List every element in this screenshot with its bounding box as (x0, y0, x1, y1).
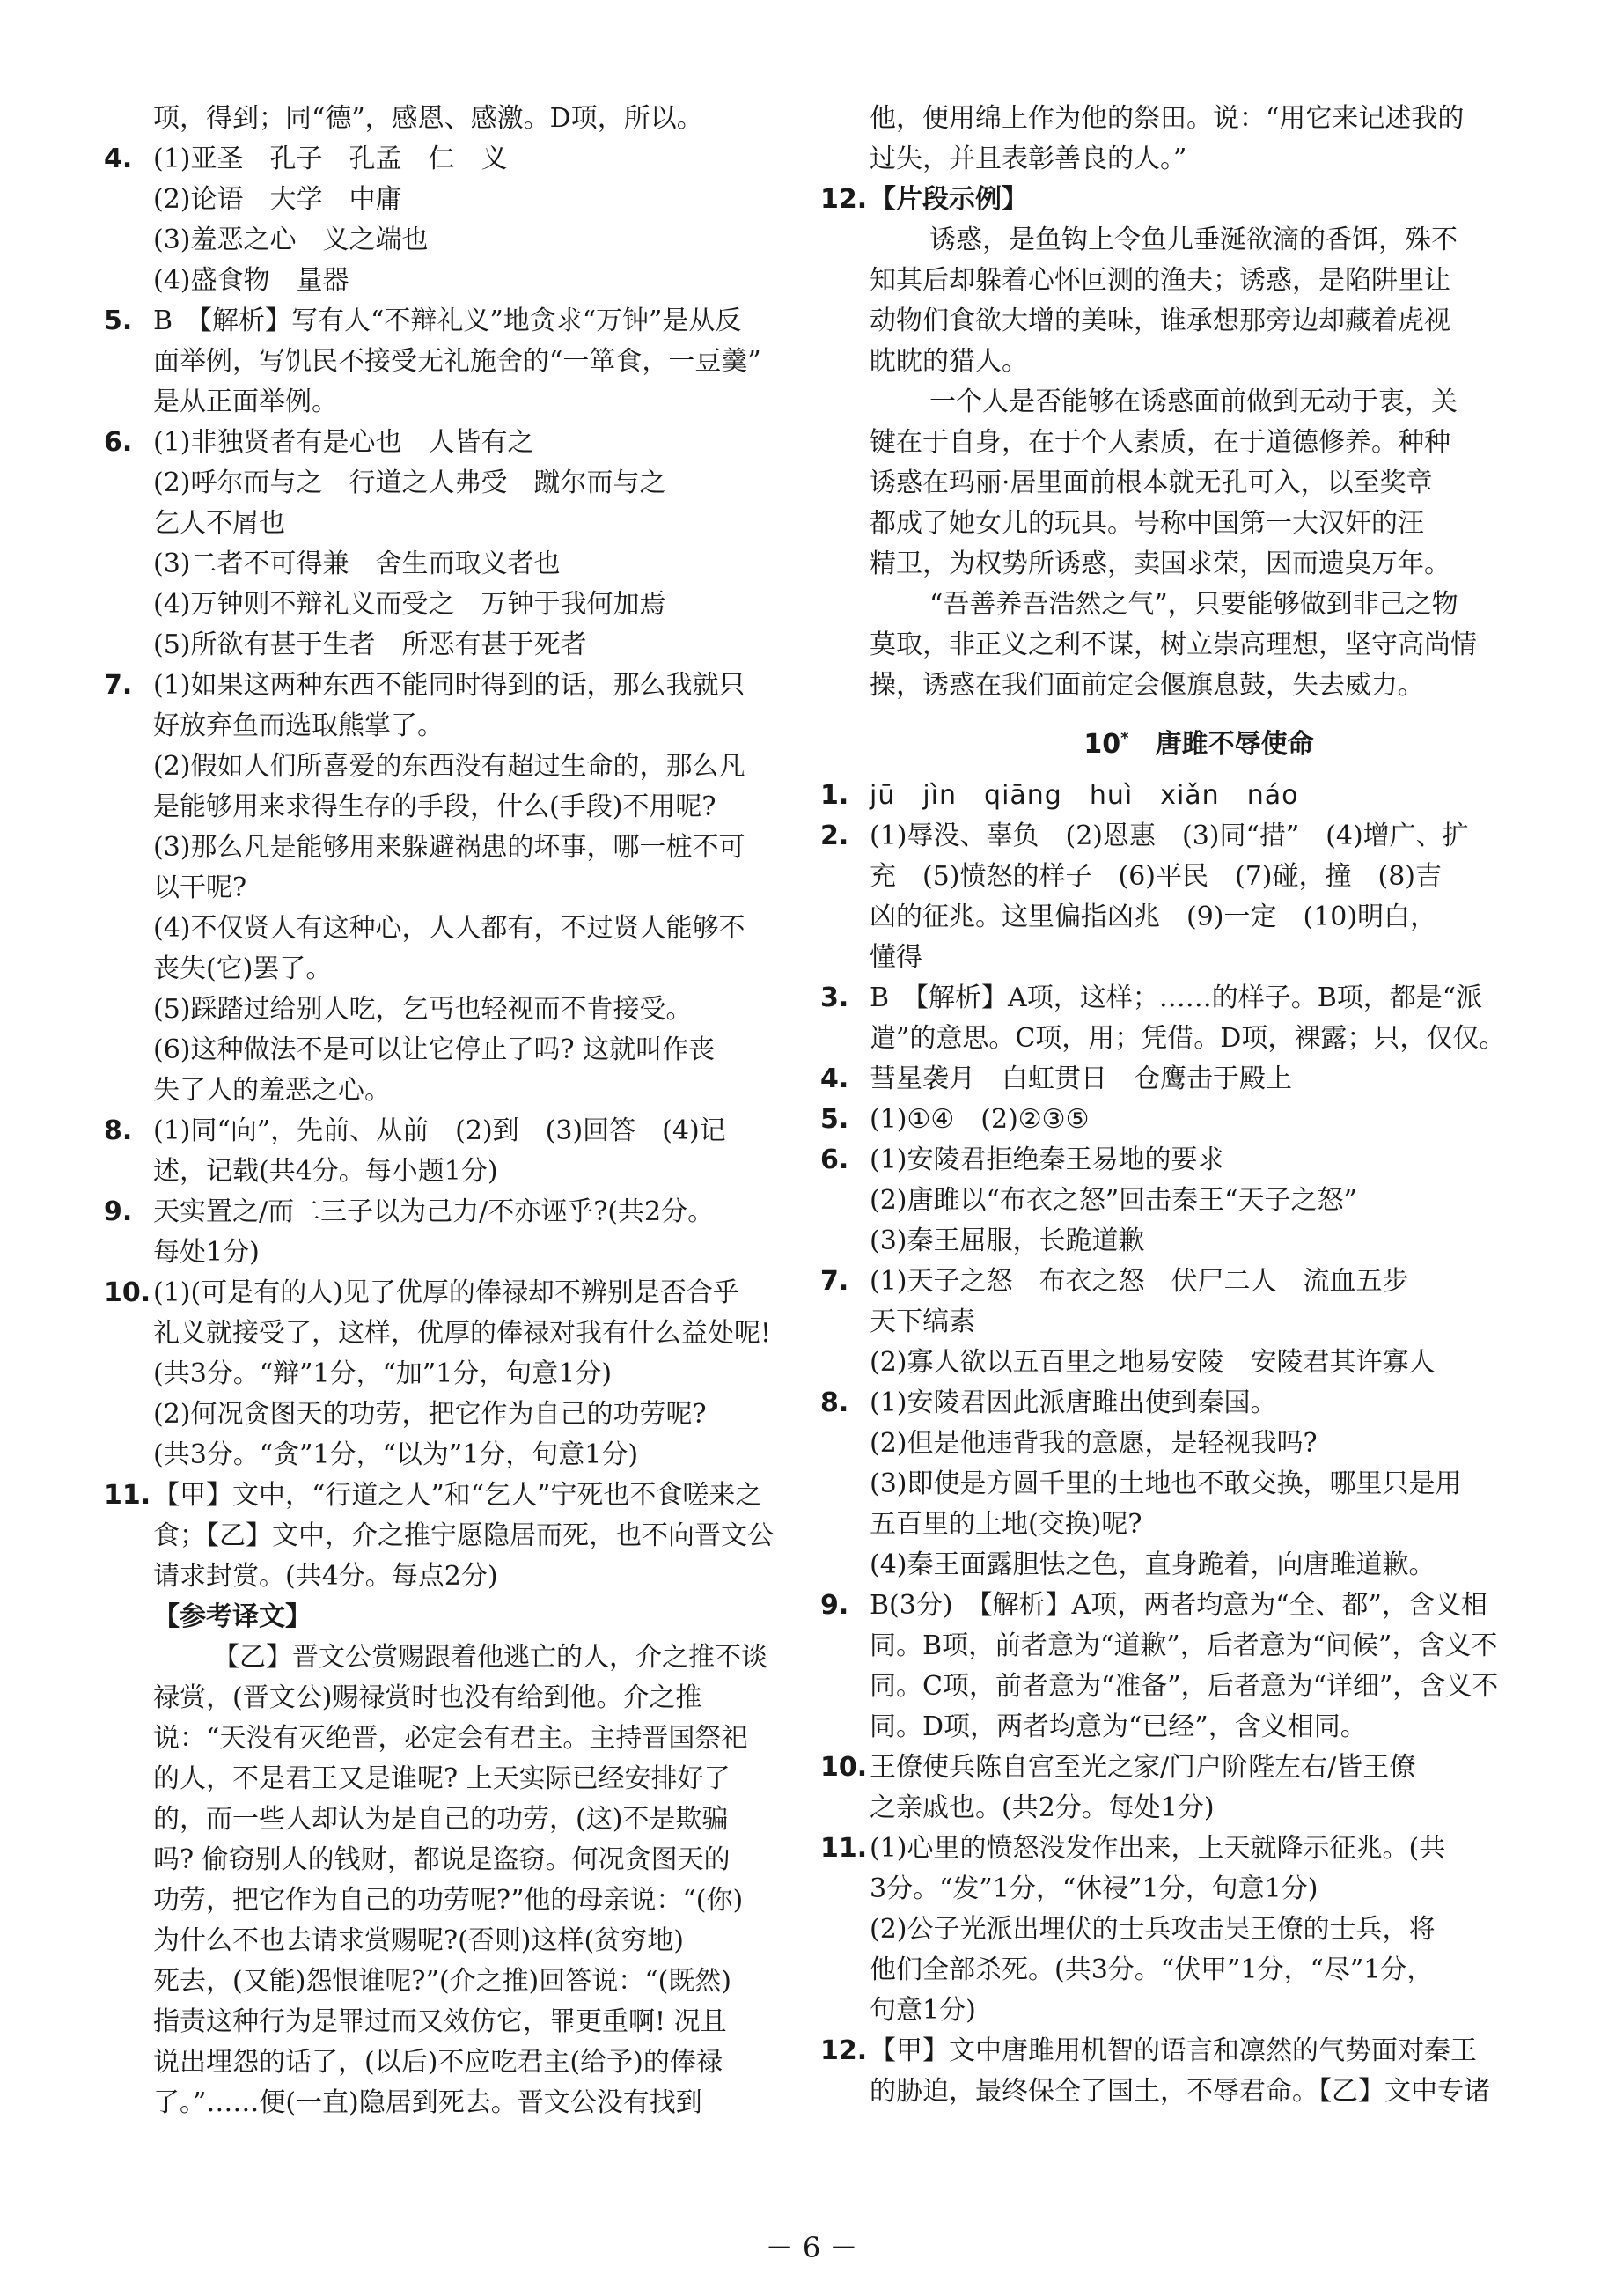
answer-text: jū jìn qiāng huì xiǎn náo (870, 780, 1299, 811)
answer-text: 遣”的意思。C项，用；凭借。D项，裸露；只，仅仅。 (870, 1023, 1506, 1054)
answer-text: (2)但是他违背我的意愿，是轻视我吗? (870, 1428, 1318, 1459)
answer-line (104, 990, 861, 1030)
question-number: 12. (820, 184, 868, 215)
answer-line (820, 1464, 1577, 1505)
answer-text: 以干呢? (153, 872, 247, 903)
answer-text: 凶的征兆。这里偏指凶兆 (9)一定 (10)明白， (870, 901, 1437, 932)
answer-text: (3)二者不可得兼 舍生而取义者也 (153, 548, 561, 579)
answer-line (820, 1626, 1577, 1667)
translation-line: 精卫，为权势所诱惑，卖国求荣，因而遗臭万年。 (870, 548, 1450, 579)
answer-line (820, 816, 1577, 857)
section-number: 10 (1083, 729, 1121, 760)
answer-text: (4)盛食物 量器 (153, 265, 349, 296)
answer-line (104, 1354, 861, 1395)
answer-text: (2)假如人们所喜爱的东西没有超过生命的，那么凡 (153, 751, 745, 782)
translation-line: 死去，(又能)怨恨谁呢?”(介之推)回答说：“(既然) (153, 1966, 731, 1997)
answer-line (820, 1869, 1577, 1910)
answer-text: (1)同“向”，先前、从前 (2)到 (3)回答 (4)记 (153, 1115, 726, 1146)
answer-text: B 【解析】写有人“不辩礼义”地贪求“万钟”是从反 (153, 305, 742, 336)
answer-text: (4)万钟则不辩礼义而受之 万钟于我何加焉 (153, 589, 666, 620)
left-column (104, 99, 861, 2123)
answer-text: 充 (5)愤怒的样子 (6)平民 (7)碰，撞 (8)吉 (870, 861, 1442, 892)
translation-line: 诱惑在玛丽·居里面前根本就无孔可入，以至奖章 (870, 467, 1433, 498)
answer-line (104, 949, 861, 990)
answer-text: B 【解析】A项，这样；……的样子。B项，都是“派 (870, 982, 1483, 1013)
answer-line (820, 1424, 1577, 1464)
answer-text: (2)何况贪图天的功劳，把它作为自己的功劳呢? (153, 1399, 707, 1430)
question-number: 9. (104, 1196, 133, 1227)
answer-text: (5)踩踏过给别人吃，乞丐也轻视而不肯接受。 (153, 994, 693, 1025)
answer-text: (3)那么凡是能够用来躲避祸患的坏事，哪一桩不可 (153, 832, 745, 863)
answer-text: 请求封赏。(共4分。每点2分) (153, 1561, 498, 1592)
question-number: 8. (820, 1387, 849, 1418)
answer-line (820, 1100, 1577, 1140)
answer-text: 五百里的土地(交换)呢? (870, 1509, 1142, 1540)
answer-text: (1)心里的愤怒没发作出来，上天就降示征兆。(共 (870, 1833, 1446, 1864)
answer-line (104, 342, 861, 382)
answer-text: 失了人的羞恶之心。 (153, 1075, 391, 1106)
answer-line (820, 857, 1577, 897)
answer-text: 项，得到；同“德”，感恩、感激。D项，所以。 (153, 103, 703, 134)
answer-line (104, 828, 861, 868)
right-column (820, 99, 1577, 2112)
answer-line (104, 139, 861, 180)
answer-line (820, 2072, 1577, 2112)
answer-line (820, 1788, 1577, 1829)
answer-text: 每处1分) (153, 1237, 260, 1268)
translation-line: 莫取，非正义之利不谋，树立崇高理想，坚守高尚情 (870, 629, 1477, 660)
answer-line (104, 1314, 861, 1354)
answer-text: 彗星袭月 白虹贯日 仓鹰击于殿上 (870, 1063, 1292, 1094)
translation-line: 知其后却躲着心怀叵测的渔夫；诱惑，是陷阱里让 (870, 265, 1450, 296)
answer-text: 述，记载(共4分。每小题1分) (153, 1156, 498, 1187)
answer-line (820, 1667, 1577, 1707)
answer-line (820, 978, 1577, 1019)
answer-text: 的胁迫，最终保全了国土，不辱君命。【乙】文中专诸 (870, 2076, 1490, 2107)
answer-line (820, 1181, 1577, 1221)
answer-line (104, 504, 861, 544)
translation-line: 操，诱惑在我们面前定会偃旗息鼓，失去威力。 (870, 670, 1424, 701)
answer-text: 天下缟素 (870, 1306, 975, 1337)
answer-line (104, 1475, 861, 1516)
answer-line (104, 301, 861, 342)
answer-text: (1)如果这两种东西不能同时得到的话，那么我就只 (153, 670, 745, 701)
translation-line: 说：“天没有灭绝晋，必定会有君主。主持晋国祭祀 (153, 1723, 748, 1754)
answer-text: 【甲】文中唐雎用机智的语言和凛然的气势面对秦王 (870, 2035, 1477, 2066)
answer-text: 懂得 (870, 942, 922, 973)
answer-line (104, 1030, 861, 1071)
question-number: 1. (820, 780, 849, 811)
answer-text: (5)所欲有甚于生者 所恶有甚于死者 (153, 629, 587, 660)
section-name: 唐雎不辱使命 (1155, 729, 1314, 760)
answer-line (104, 382, 861, 423)
answer-line (820, 1707, 1577, 1748)
answer-line (104, 99, 861, 139)
answer-line (104, 1111, 861, 1152)
translation-line: 的人，不是君王又是谁呢? 上天实际已经安排好了 (153, 1763, 731, 1794)
question-number: 12. (820, 2035, 868, 2066)
question-number: 3. (820, 982, 849, 1013)
question-number: 6. (104, 427, 133, 458)
answer-line (820, 1343, 1577, 1383)
question-number: 2. (820, 821, 849, 851)
answer-line (820, 1221, 1577, 1262)
answer-line (820, 1748, 1577, 1788)
question-number: 10. (820, 1752, 868, 1783)
section-title (820, 718, 1577, 765)
answer-line (104, 585, 861, 625)
answer-line (820, 1262, 1577, 1302)
answer-line (104, 909, 861, 949)
answer-line (820, 1910, 1577, 1950)
translation-line: 诱惑，是鱼钩上令鱼儿垂涎欲滴的香饵，殊不 (929, 224, 1458, 255)
answer-text: (1)亚圣 孔子 孔孟 仁 义 (153, 144, 508, 174)
answer-text: (4)不仅贤人有这种心，人人都有，不过贤人能够不 (153, 913, 745, 944)
answer-text: 面举例，写饥民不接受无礼施舍的“一箪食，一豆羹” (153, 346, 761, 377)
answer-line (820, 1140, 1577, 1181)
answer-line (104, 544, 861, 585)
answer-text: (3)秦王屈服，长跪道歉 (870, 1225, 1145, 1256)
answer-line (820, 1991, 1577, 2031)
answer-line (104, 463, 861, 504)
answer-line (820, 776, 1577, 816)
answer-text: 礼义就接受了，这样，优厚的俸禄对我有什么益处呢! (153, 1318, 772, 1349)
answer-line (104, 625, 861, 666)
question-number: 9. (820, 1590, 849, 1621)
section-mark: * (1120, 729, 1129, 747)
answer-text: 句意1分) (870, 1995, 976, 2026)
translation-line: 过失，并且表彰善良的人。” (870, 144, 1187, 174)
answer-text: 王僚使兵陈自宫至光之家/门户阶陛左右/皆王僚 (870, 1752, 1416, 1783)
answer-line (104, 1192, 861, 1233)
answer-text: 【甲】文中，“行道之人”和“乞人”宁死也不食嗟来之 (153, 1480, 762, 1511)
answer-text: 好放弃鱼而选取熊掌了。 (153, 710, 444, 741)
answer-line (104, 220, 861, 261)
translation-line: “吾善养吾浩然之气”，只要能够做到非己之物 (929, 589, 1458, 620)
answer-line (820, 180, 1577, 220)
answer-text: (1)辱没、辜负 (2)恩惠 (3)同“措” (4)增广、扩 (870, 821, 1469, 851)
answer-line (820, 1059, 1577, 1100)
answer-text: 是能够用来求得生存的手段，什么(手段)不用呢? (153, 791, 716, 822)
answer-text: (3)即使是方圆千里的土地也不敢交换，哪里只是用 (870, 1468, 1462, 1499)
answer-text: (3)羞恶之心 义之端也 (153, 224, 429, 255)
answer-text: 他们全部杀死。(共3分。“伏甲”1分，“尽”1分， (870, 1954, 1434, 1985)
translation-line: 键在于自身，在于个人素质，在于道德修养。种种 (870, 427, 1450, 458)
question-number: 11. (820, 1833, 868, 1864)
translation-line: 的，而一些人却认为是自己的功劳，(这)不是欺骗 (153, 1804, 729, 1835)
answer-text: (2)呼尔而与之 行道之人弗受 蹴尔而与之 (153, 467, 666, 498)
question-number: 11. (104, 1480, 151, 1511)
translation-line: 禄赏，(晋文公)赐禄赏时也没有给到他。介之推 (153, 1682, 702, 1713)
answer-text: (2)寡人欲以五百里之地易安陵 安陵君其许寡人 (870, 1347, 1436, 1378)
answer-line (820, 1505, 1577, 1545)
answer-text: (1)安陵君因此派唐雎出使到秦国。 (870, 1387, 1277, 1418)
answer-line (104, 1556, 861, 1597)
translation-line: 为什么不也去请求赏赐呢?(否则)这样(贫穷地) (153, 1925, 684, 1956)
answer-line (104, 1516, 861, 1556)
translation-line: 吗? 偷窃别人的钱财，都说是盗窃。何况贪图天的 (153, 1844, 731, 1875)
answer-line (820, 1383, 1577, 1424)
answer-line (820, 1019, 1577, 1059)
question-number: 4. (820, 1063, 849, 1094)
page-number: － 6 － (765, 2231, 858, 2264)
answer-text: (共3分。“贪”1分，“以为”1分，句意1分) (153, 1439, 639, 1470)
answer-text: B(3分) 【解析】A项，两者均意为“全、都”，含义相 (870, 1590, 1487, 1621)
answer-line (104, 180, 861, 220)
question-number: 5. (820, 1104, 849, 1135)
answer-text: 丧失(它)罢了。 (153, 953, 333, 984)
answer-line (820, 938, 1577, 978)
question-number: 4. (104, 144, 133, 174)
answer-text: (1)天子之怒 布衣之怒 伏尸二人 流血五步 (870, 1266, 1409, 1297)
answer-line (104, 666, 861, 706)
answer-text: 食；【乙】文中，介之推宁愿隐居而死，也不向晋文公 (153, 1520, 774, 1551)
translation-line: 【乙】晋文公赏赐跟着他逃亡的人，介之推不谈 (213, 1642, 767, 1673)
translation-line: 都成了她女儿的玩具。号称中国第一大汉奸的汪 (870, 508, 1424, 539)
answer-line (104, 787, 861, 828)
answer-text: 同。C项，前者意为“准备”，后者意为“详细”，含义不 (870, 1671, 1499, 1702)
answer-line (820, 1829, 1577, 1869)
answer-line (104, 868, 861, 909)
translation-line: 指责这种行为是罪过而又效仿它，罪更重啊! 况且 (153, 2006, 727, 2037)
answer-line (104, 1233, 861, 1273)
answer-text: (1)非独贤者有是心也 人皆有之 (153, 427, 534, 458)
answer-text: 天实置之/而二三子以为己力/不亦诬乎?(共2分。 (153, 1196, 715, 1227)
answer-text: (2)唐雎以“布衣之怒”回击秦王“天子之怒” (870, 1185, 1357, 1216)
answer-line (104, 1152, 861, 1192)
answer-text: 乞人不屑也 (153, 508, 285, 539)
answer-text: 同。B项，前者意为“道歉”，后者意为“问候”，含义不 (870, 1630, 1498, 1661)
answer-line (820, 1302, 1577, 1343)
translation-line: 动物们食欲大增的美味，谁承想那旁边却藏着虎视 (870, 305, 1450, 336)
answer-text: (1)①④ (2)②③⑤ (870, 1104, 1090, 1135)
question-number: 5. (104, 305, 133, 336)
answer-text: 3分。“发”1分，“休祲”1分，句意1分) (870, 1873, 1318, 1904)
answer-text: 同。D项，两者均意为“已经”，含义相同。 (870, 1711, 1367, 1742)
answer-line (104, 1435, 861, 1475)
translation-line: 眈眈的猎人。 (870, 346, 1028, 377)
answer-line (104, 261, 861, 301)
answer-line (820, 2031, 1577, 2072)
answer-text: (4)秦王面露胆怯之色，直身跪着，向唐雎道歉。 (870, 1549, 1436, 1580)
answer-line (820, 897, 1577, 938)
answer-line (820, 1586, 1577, 1626)
answer-line (820, 1545, 1577, 1586)
example-heading: 【片段示例】 (870, 184, 1028, 215)
translation-line: 说出埋怨的话了，(以后)不应吃君主(给予)的俸禄 (153, 2047, 723, 2078)
translation-line: 了。”……便(一直)隐居到死去。晋文公没有找到 (153, 2087, 702, 2118)
answer-text: (1)(可是有的人)见了优厚的俸禄却不辨别是否合乎 (153, 1277, 739, 1308)
answer-text: 之亲戚也。(共2分。每处1分) (870, 1792, 1215, 1823)
answer-text: (1)安陵君拒绝秦王易地的要求 (870, 1144, 1224, 1175)
translation-line: 功劳，把它作为自己的功劳呢?”他的母亲说：“(你) (153, 1885, 744, 1916)
answer-line (820, 1950, 1577, 1991)
answer-line (104, 747, 861, 787)
answer-text: 是从正面举例。 (153, 386, 338, 417)
answer-line (104, 423, 861, 463)
answer-text: (6)这种做法不是可以让它停止了吗? 这就叫作丧 (153, 1034, 716, 1065)
answer-text: (2)公子光派出埋伏的士兵攻击吴王僚的士兵，将 (870, 1914, 1436, 1945)
answer-text: (2)论语 大学 中庸 (153, 184, 402, 215)
translation-heading: 【参考译文】 (153, 1601, 312, 1632)
question-number: 7. (104, 670, 133, 701)
question-number: 8. (104, 1115, 133, 1146)
answer-line (104, 1273, 861, 1314)
answer-text: (共3分。“辩”1分，“加”1分，句意1分) (153, 1358, 613, 1389)
question-number: 7. (820, 1266, 849, 1297)
answer-line (104, 1071, 861, 1111)
translation-line: 他，便用绵上作为他的祭田。说：“用它来记述我的 (870, 103, 1465, 134)
question-number: 6. (820, 1144, 849, 1175)
question-number: 10. (104, 1277, 151, 1308)
answer-line (104, 706, 861, 747)
answer-line (104, 1395, 861, 1435)
translation-line: 一个人是否能够在诱惑面前做到无动于衷，关 (929, 386, 1458, 417)
